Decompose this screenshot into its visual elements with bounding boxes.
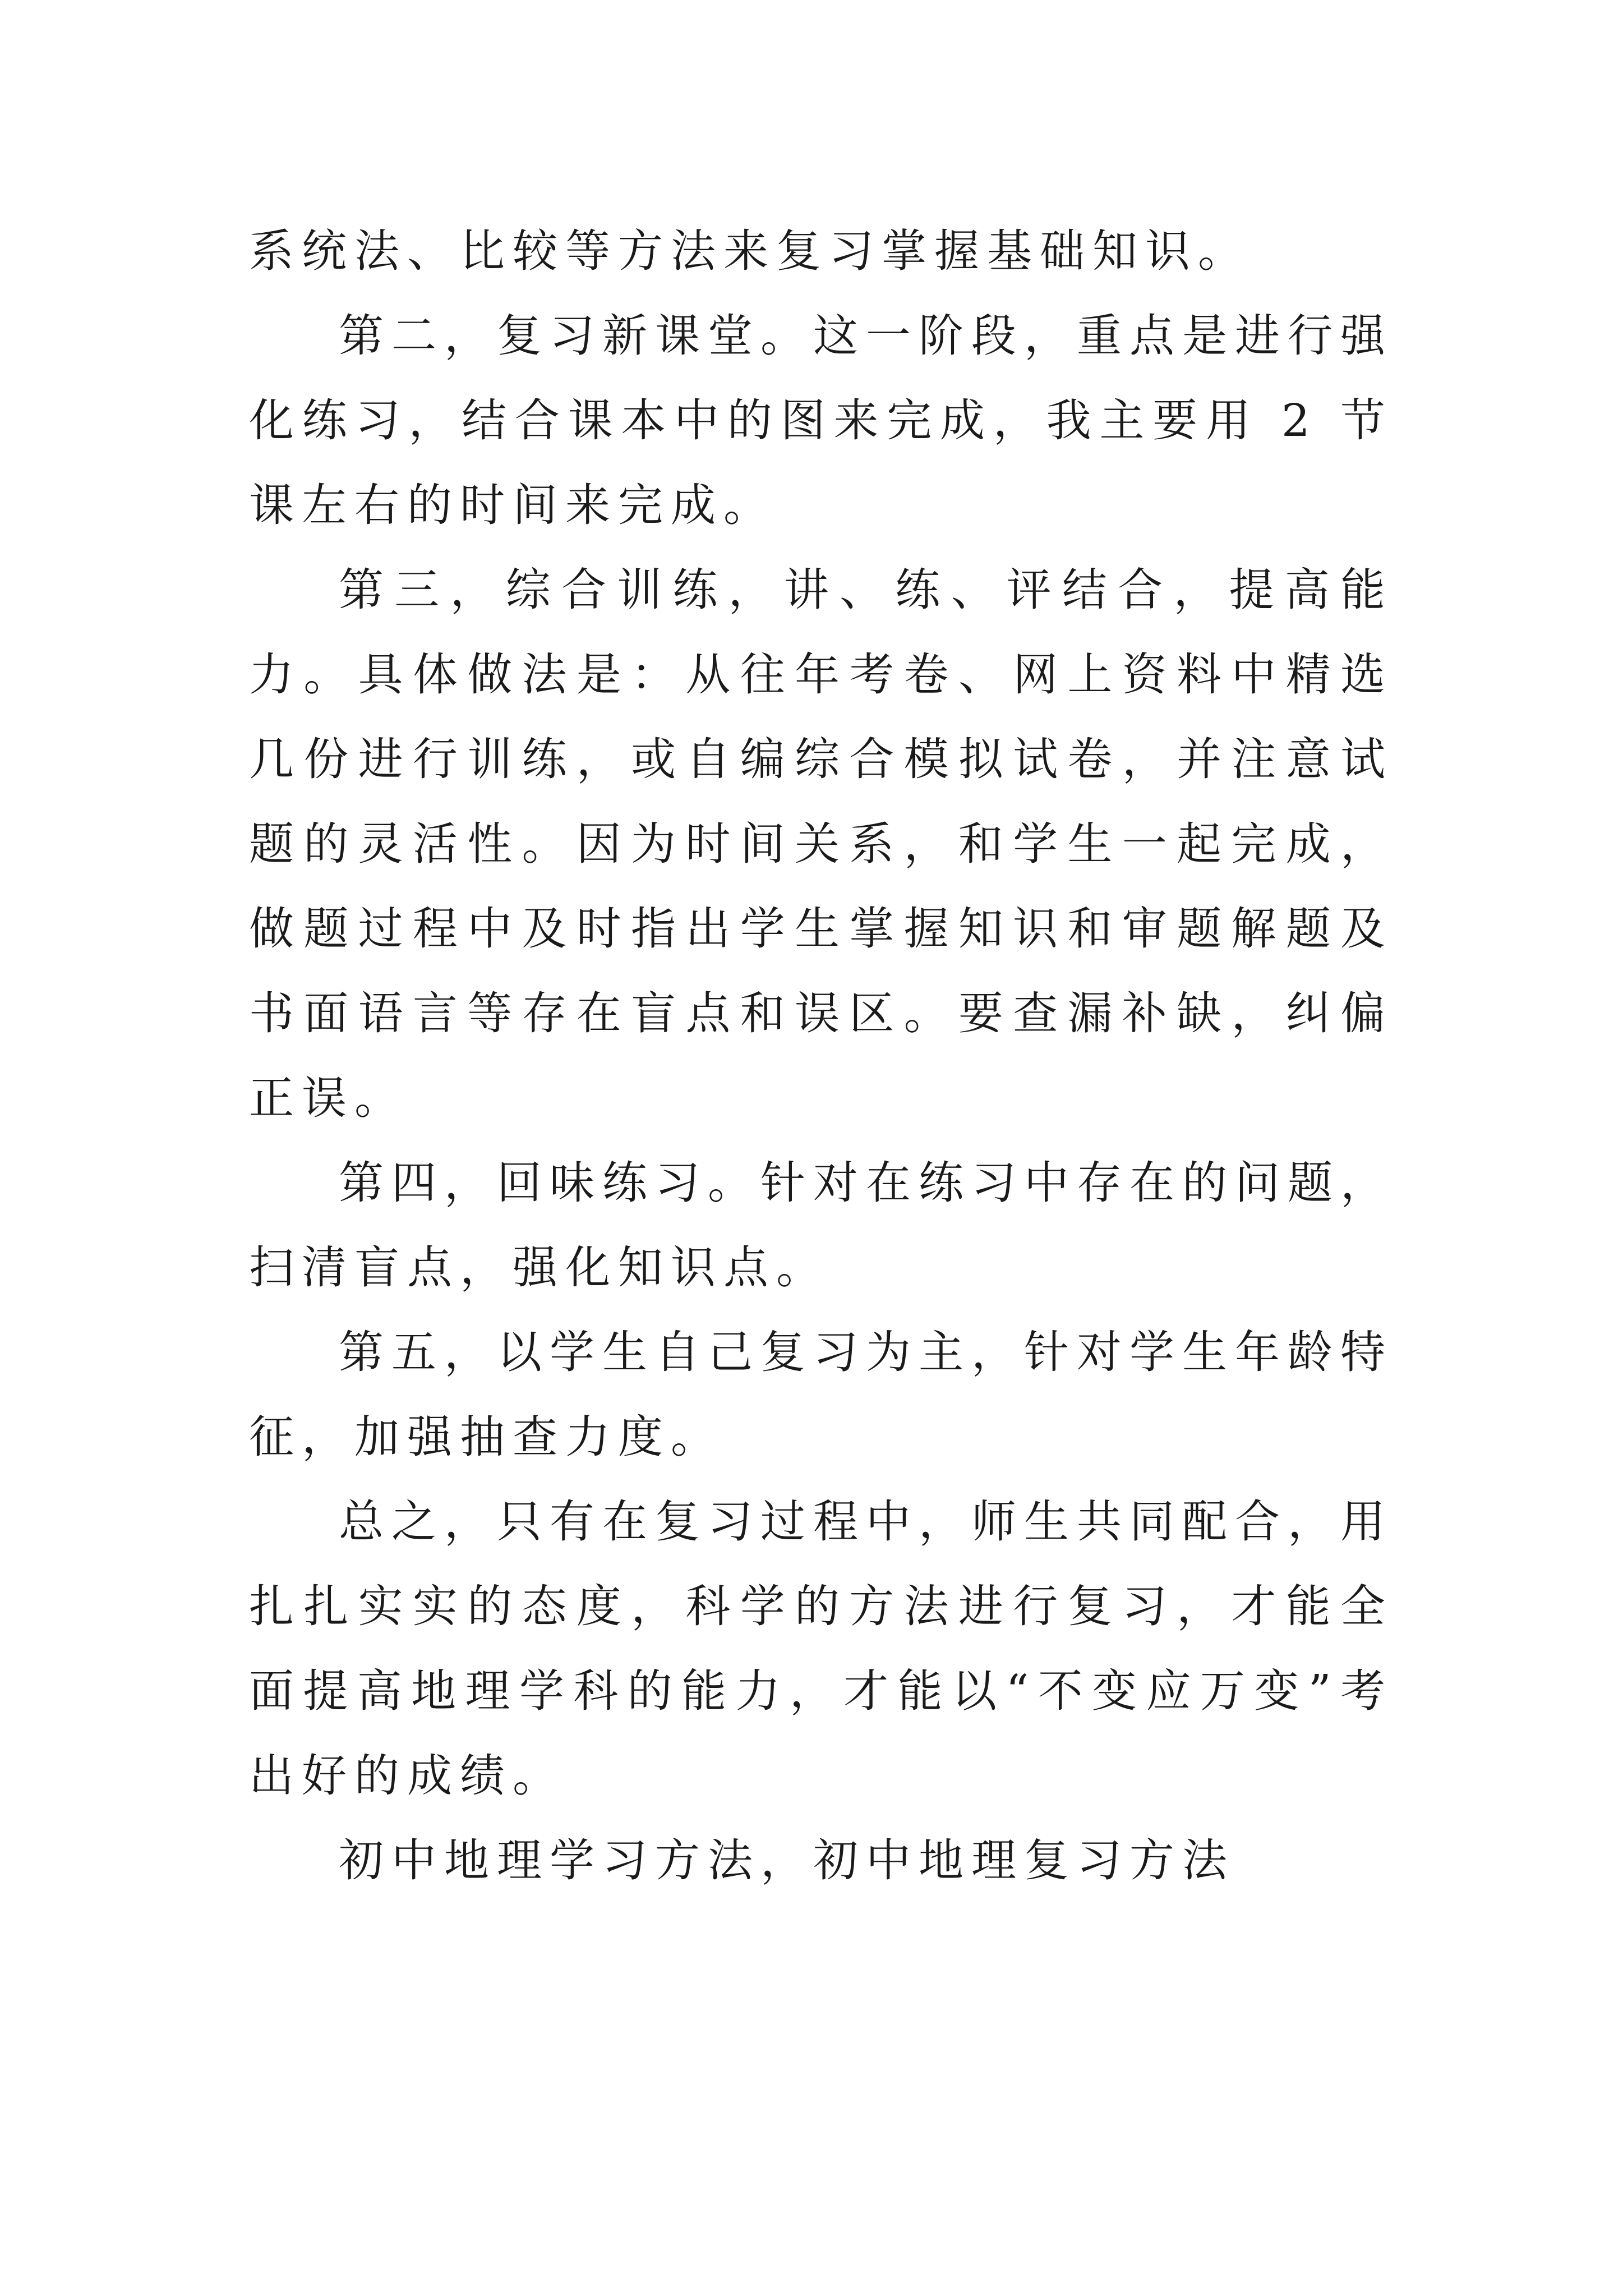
paragraph-step-three: 第三，综合训练，讲、练、评结合，提高能力。具体做法是：从往年考卷、网上资料中精选几份进行训练，或自编综合模拟试卷，并注意试题的灵活性。因为时间关系，和学生一起完成，做题过程中及时指出学生掌握知识和审题解题及书面语言等存在盲点和误区。要查漏补缺，纠偏正误。 bbox=[249, 564, 1393, 1124]
paragraph-conclusion: 总之，只有在复习过程中，师生共同配合，用扎扎实实的态度，科学的方法进行复习，才能全面提高地理学科的能力，才能以“不变应万变”考出好的成绩。 bbox=[249, 1496, 1393, 1802]
paragraph-step-five: 第五，以学生自己复习为主，针对学生年龄特征，加强抽查力度。 bbox=[249, 1326, 1393, 1463]
document-body bbox=[249, 209, 1393, 1903]
paragraph-step-two: 第二，复习新课堂。这一阶段，重点是进行强化练习，结合课本中的图来完成，我主要用 2 节课左右的时间来完成。 bbox=[249, 310, 1393, 531]
paragraph-continuation: 系统法、比较等方法来复习掌握基础知识。 bbox=[249, 225, 1251, 277]
paragraph-step-four: 第四，回味练习。针对在练习中存在的问题，扫清盲点，强化知识点。 bbox=[249, 1157, 1393, 1294]
paragraph-keywords: 初中地理学习方法，初中地理复习方法 bbox=[339, 1834, 1235, 1887]
